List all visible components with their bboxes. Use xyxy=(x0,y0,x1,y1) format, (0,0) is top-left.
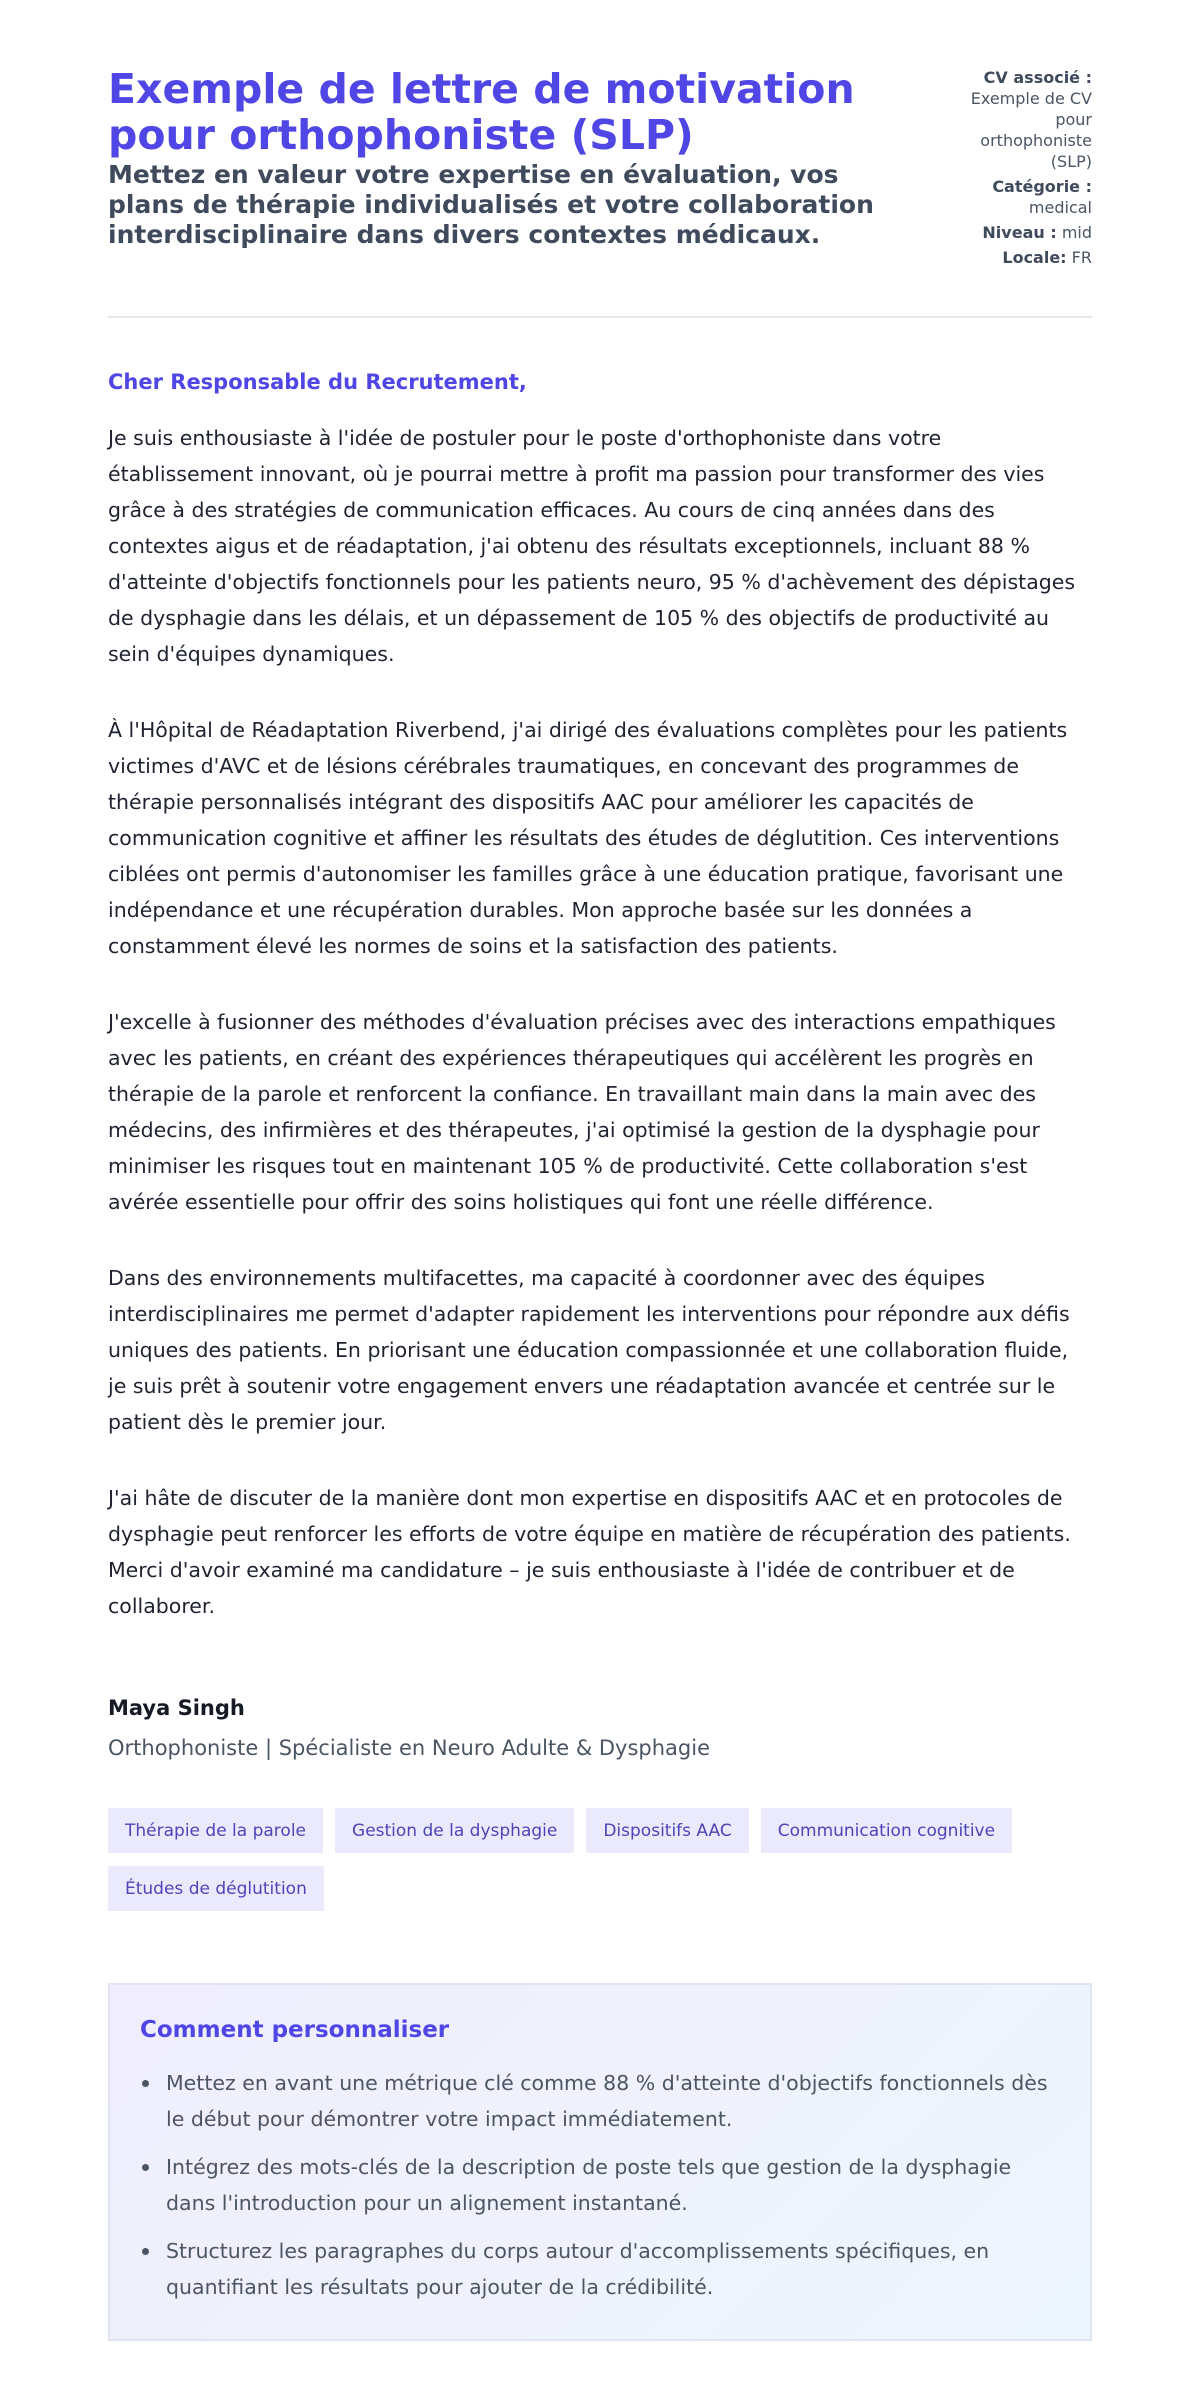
page-title: Exemple de lettre de motivation pour orthophoniste (SLP) xyxy=(108,65,855,159)
signature-title: Orthophoniste | Spécialiste en Neuro Adulte & Dysphagie xyxy=(108,1736,710,1760)
tips-title: Comment personnaliser xyxy=(140,2017,450,2043)
skill-tag: Gestion de la dysphagie xyxy=(335,1808,574,1853)
tips-list xyxy=(140,2065,1060,2305)
meta-value: medical xyxy=(1028,198,1092,217)
meta-locale xyxy=(942,247,1092,268)
letter-paragraph: J'excelle à fusionner des méthodes d'évaluation précises avec des interactions empathiques avec les patients, en créant des expériences thérapeutiques qui accélèrent les progrès en thérapie de la parole et renforcent la confiance. En travaillant main dans la main avec des médecins, des infirmières et des thérapeutes, j'ai optimisé la gestion de la dysphagie pour minimiser les risques tout en maintenant 105 % de productivité. Cette collaboration s'est avérée essentielle pour offrir des soins holistiques qui font une réelle différence. xyxy=(108,1010,1056,1214)
tips-item-text: Intégrez des mots-clés de la description de poste tels que gestion de la dysphagie dans l'introduction pour un alignement instantané. xyxy=(166,2155,1012,2215)
bullet-icon xyxy=(142,2164,149,2171)
signature-name: Maya Singh xyxy=(108,1696,245,1720)
letter-paragraph: J'ai hâte de discuter de la manière dont mon expertise en dispositifs AAC et en protocoles de dysphagie peut renforcer les efforts de votre équipe en matière de récupération des patients. Merci d'avoir examiné ma candidature – je suis enthousiaste à l'idée de contribuer et de collaborer. xyxy=(108,1486,1071,1618)
meta-level xyxy=(942,222,1092,243)
tips-item xyxy=(140,2065,1060,2137)
customization-tips xyxy=(108,1983,1092,2341)
letter-paragraph: Dans des environnements multifacettes, ma capacité à coordonner avec des équipes interdisciplinaires me permet d'adapter rapidement les interventions pour répondre aux défis uniques des patients. En priorisant une éducation compassionnée et une collaboration fluide, je suis prêt à soutenir votre engagement envers une réadaptation avancée et centrée sur le patient dès le premier jour. xyxy=(108,1266,1070,1434)
skill-tag: Études de déglutition xyxy=(108,1866,324,1911)
meta-label: Catégorie : xyxy=(992,177,1092,196)
header-titles xyxy=(108,66,908,250)
tips-item-text: Mettez en avant une métrique clé comme 88 % d'atteinte d'objectifs fonctionnels dès le début pour démontrer votre impact immédiatement. xyxy=(166,2071,1048,2131)
page-header xyxy=(108,66,1092,318)
metadata-panel xyxy=(942,66,1092,272)
skill-tag: Communication cognitive xyxy=(761,1808,1012,1853)
letter-paragraph: À l'Hôpital de Réadaptation Riverbend, j'ai dirigé des évaluations complètes pour les patients victimes d'AVC et de lésions cérébrales traumatiques, en concevant des programmes de thérapie personnalisés intégrant des dispositifs AAC pour améliorer les capacités de communication cognitive et affiner les résultats des études de déglutition. Ces interventions ciblées ont permis d'autonomiser les familles grâce à une éducation pratique, favorisant une indépendance et une récupération durables. Mon approche basée sur les données a constamment élevé les normes de soins et la satisfaction des patients. xyxy=(108,718,1068,958)
bullet-icon xyxy=(142,2080,149,2087)
skill-tag: Thérapie de la parole xyxy=(108,1808,323,1853)
signature-block xyxy=(108,1696,1092,1760)
letter-paragraphs xyxy=(108,420,1092,1624)
meta-category xyxy=(942,176,1092,218)
letter-body xyxy=(108,370,1092,1624)
tips-item xyxy=(140,2149,1060,2221)
skill-tags xyxy=(108,1808,1108,1911)
meta-label: CV associé : xyxy=(983,68,1092,87)
skill-tag: Dispositifs AAC xyxy=(586,1808,748,1853)
meta-value: FR xyxy=(1071,248,1092,267)
bullet-icon xyxy=(142,2248,149,2255)
salutation: Cher Responsable du Recrutement, xyxy=(108,370,527,394)
tips-item xyxy=(140,2233,1060,2305)
meta-related-cv xyxy=(942,67,1092,172)
page-subtitle: Mettez en valeur votre expertise en évaluation, vos plans de thérapie individualisés et votre collaboration interdisciplinaire dans divers contextes médicaux. xyxy=(108,160,874,249)
letter-paragraph: Je suis enthousiaste à l'idée de postuler pour le poste d'orthophoniste dans votre établissement innovant, où je pourrai mettre à profit ma passion pour transformer des vies grâce à des stratégies de communication efficaces. Au cours de cinq années dans des contextes aigus et de réadaptation, j'ai obtenu des résultats exceptionnels, incluant 88 % d'atteinte d'objectifs fonctionnels pour les patients neuro, 95 % d'achèvement des dépistages de dysphagie dans les délais, et un dépassement de 105 % des objectifs de productivité au sein d'équipes dynamiques. xyxy=(108,426,1076,666)
meta-label: Locale: xyxy=(1002,248,1067,267)
meta-value: mid xyxy=(1061,223,1092,242)
tips-item-text: Structurez les paragraphes du corps autour d'accomplissements spécifiques, en quantifiant les résultats pour ajouter de la crédibilité. xyxy=(166,2239,990,2299)
meta-label: Niveau : xyxy=(982,223,1057,242)
meta-value: Exemple de CV pour orthophoniste (SLP) xyxy=(970,89,1092,171)
